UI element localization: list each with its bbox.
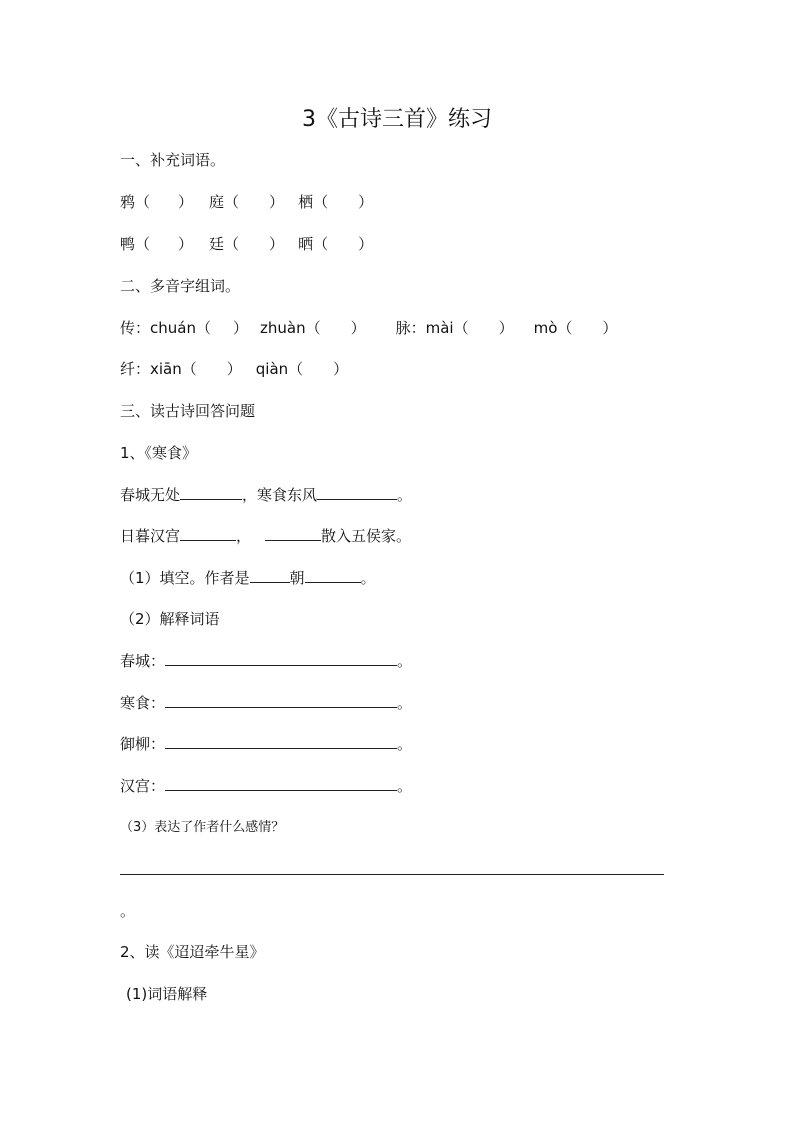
answer-line[interactable] <box>165 776 397 791</box>
polyphone-mai-open: 脉：mài（ <box>395 319 469 337</box>
section1-row2 <box>120 234 373 254</box>
section2-heading: 二、多音字组词。 <box>120 277 241 295</box>
question-3: （3）表达了作者什么感情？ <box>120 820 285 835</box>
term-end: 。 <box>397 735 413 753</box>
fill-blank[interactable] <box>250 568 290 583</box>
term-yuliu <box>120 734 412 754</box>
word-blank-6-close: ） <box>358 235 374 253</box>
term-label: 汉宫： <box>120 777 166 795</box>
word-blank-1-close: ） <box>178 193 194 211</box>
word-blank-2-close: ） <box>269 193 285 211</box>
answer-line[interactable] <box>165 693 397 708</box>
question-2: （2）解释词语 <box>120 610 220 628</box>
poem-line1-start: 春城无处 <box>120 486 181 504</box>
word-blank-4-close: ） <box>178 235 194 253</box>
polyphone-mo-open: mò（ <box>533 319 573 337</box>
word-blank-2-open: 庭（ <box>209 193 240 211</box>
poem-line2-end: 散入五侯家。 <box>321 527 412 545</box>
polyphone-mai-close: ） <box>498 319 514 337</box>
word-blank-3-close: ） <box>358 193 374 211</box>
poem1-title: 1、《寒食》 <box>120 444 198 462</box>
poem2-question-1: (1)词语解释 <box>126 985 208 1003</box>
polyphone-chuan-open: 传：chuán（ <box>120 319 211 337</box>
word-blank-6-open: 晒（ <box>298 235 329 253</box>
polyphone-mo-close: ） <box>602 319 618 337</box>
fill-blank[interactable] <box>317 485 397 500</box>
term-end: 。 <box>397 777 413 795</box>
section2-row2 <box>120 359 348 379</box>
polyphone-zhuan-open: zhuàn（ <box>259 319 321 337</box>
q1-end: 。 <box>360 569 376 587</box>
term-label: 御柳： <box>120 735 166 753</box>
poem-line1-end: 。 <box>397 486 413 504</box>
term-hangong <box>120 776 412 796</box>
word-blank-4-open: 鸭（ <box>120 235 151 253</box>
term-end: 。 <box>397 694 413 712</box>
polyphone-zhuan-close: ） <box>350 319 366 337</box>
section1-heading: 一、补充词语。 <box>120 151 226 169</box>
polyphone-xian-close: ） <box>226 360 242 378</box>
polyphone-qian-open: qiàn（ <box>255 360 304 378</box>
section2-row1 <box>120 318 617 338</box>
poem-line1-mid: ，寒食东风 <box>242 486 318 504</box>
poem1-line2 <box>120 526 411 546</box>
term-hanshi <box>120 693 412 713</box>
answer-long-line[interactable] <box>120 874 664 875</box>
word-blank-3-open: 栖（ <box>298 193 329 211</box>
term-label: 寒食： <box>120 694 166 712</box>
q1-text: （1）填空。作者是 <box>120 569 250 587</box>
fill-blank[interactable] <box>180 485 242 500</box>
term-end: 。 <box>397 652 413 670</box>
question-1 <box>120 568 376 588</box>
poem2-title: 2、读《迢迢牵牛星》 <box>120 943 265 961</box>
term-label: 春城： <box>120 652 166 670</box>
polyphone-chuan-close: ） <box>232 319 248 337</box>
fill-blank[interactable] <box>265 526 321 541</box>
section3-heading: 三、读古诗回答问题 <box>120 402 256 420</box>
fill-blank[interactable] <box>180 526 236 541</box>
poem1-line1 <box>120 485 412 505</box>
answer-line[interactable] <box>165 734 397 749</box>
q3-period: 。 <box>120 902 136 920</box>
word-blank-5-open: 廷（ <box>209 235 240 253</box>
polyphone-xian-open: 纤：xiān（ <box>120 360 197 378</box>
fill-blank[interactable] <box>305 568 361 583</box>
q1-dynasty: 朝 <box>289 569 305 587</box>
word-blank-5-close: ） <box>269 235 285 253</box>
section1-row1 <box>120 192 373 212</box>
poem-line2-start: 日暮汉宫 <box>120 527 181 545</box>
term-chuncheng <box>120 651 412 671</box>
page-title: 3《古诗三首》练习 <box>302 107 492 132</box>
poem-line2-comma: ， <box>236 527 252 545</box>
polyphone-qian-close: ） <box>333 360 349 378</box>
word-blank-1-open: 鸦（ <box>120 193 151 211</box>
answer-line[interactable] <box>165 651 397 666</box>
